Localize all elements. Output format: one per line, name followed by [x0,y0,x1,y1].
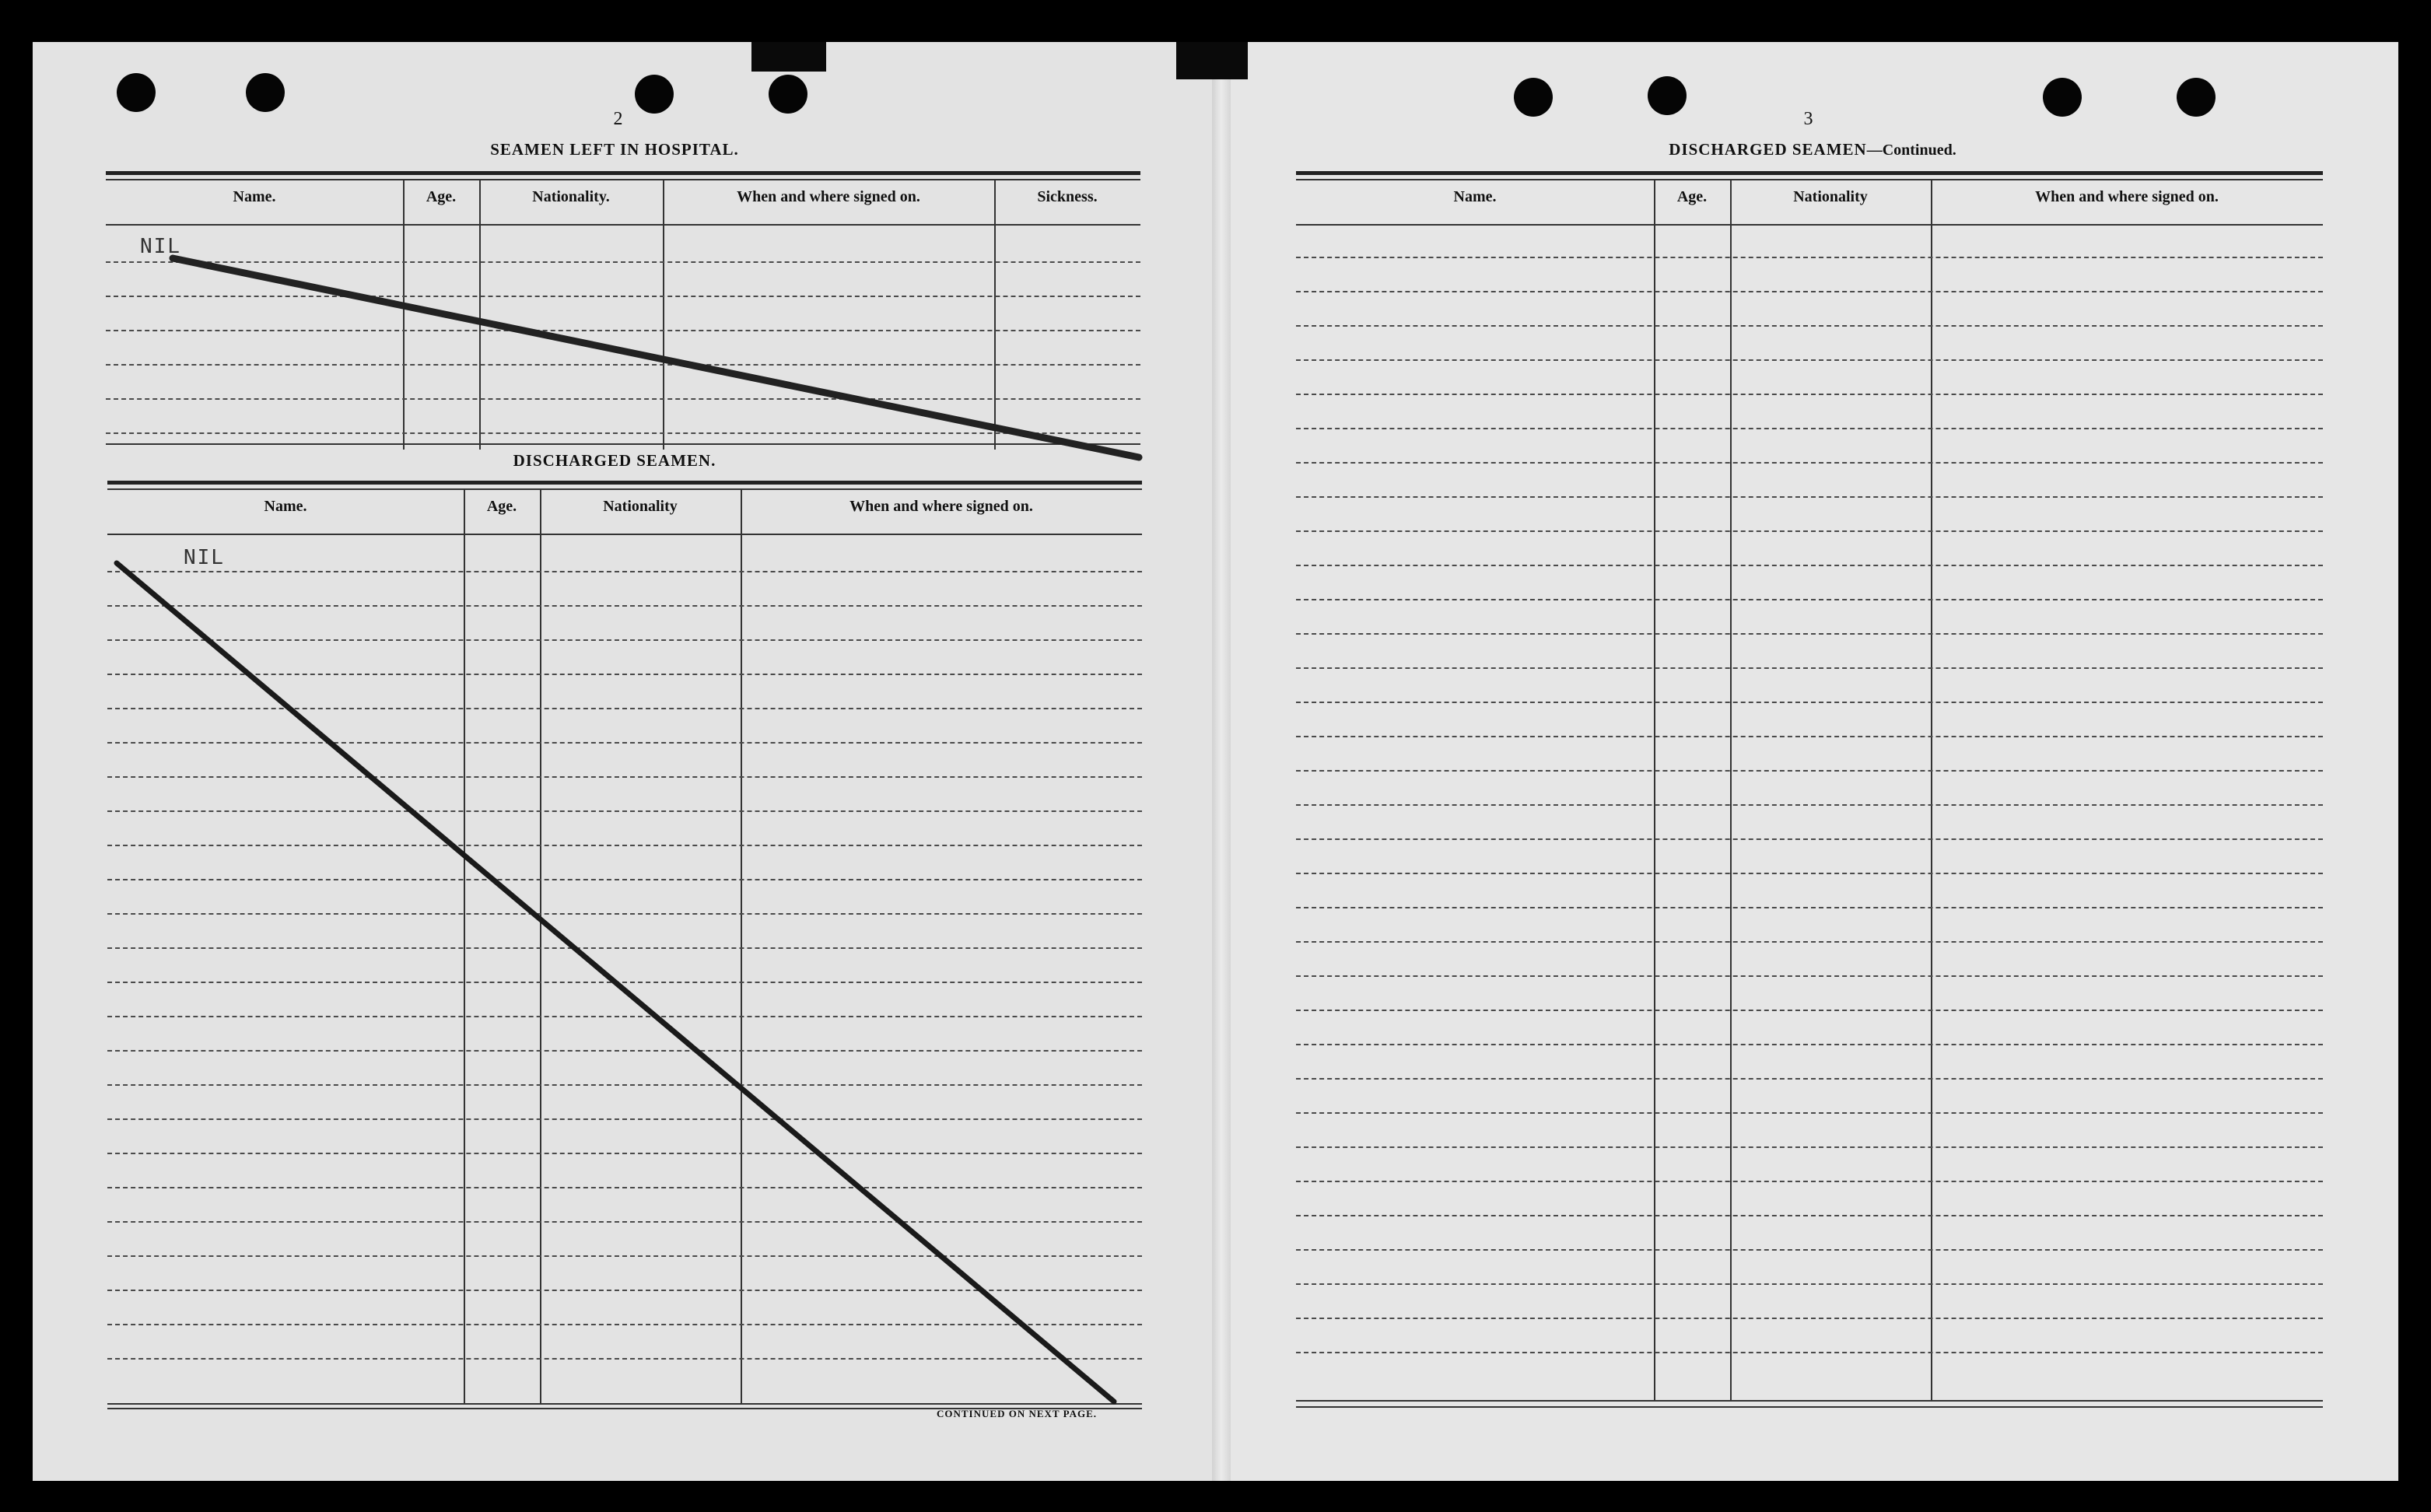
hospital-section-title: SEAMEN LEFT IN HOSPITAL. [490,140,739,159]
nil-entry: NIL [184,546,225,569]
col-header-signed-on: When and where signed on. [2035,188,2219,205]
col-header-nationality: Nationality [1793,188,1868,205]
col-header-name: Name. [264,498,307,515]
col-header-nationality: Nationality. [532,188,610,205]
col-header-nationality: Nationality [603,498,678,515]
discharged-strike-line [117,563,1114,1402]
hospital-strike-line [173,258,1139,457]
section-title-suffix: —Continued. [1866,142,1956,159]
continued-note: CONTINUED ON NEXT PAGE. [937,1408,1097,1419]
col-header-name: Name. [1453,188,1497,205]
nil-entry: NIL [140,235,181,258]
col-header-signed-on: When and where signed on. [737,188,920,205]
col-header-age: Age. [1676,188,1708,205]
section-title-text: DISCHARGED SEAMEN [1669,140,1867,159]
discharged-section-title: DISCHARGED SEAMEN. [513,451,716,470]
col-header-age: Age. [486,498,517,515]
col-header-name: Name. [233,188,276,205]
page-number: 3 [1803,109,1814,129]
col-header-sickness: Sickness. [1037,188,1098,205]
page-number: 2 [613,109,624,129]
col-header-signed-on: When and where signed on. [849,498,1033,515]
col-header-age: Age. [426,188,457,205]
